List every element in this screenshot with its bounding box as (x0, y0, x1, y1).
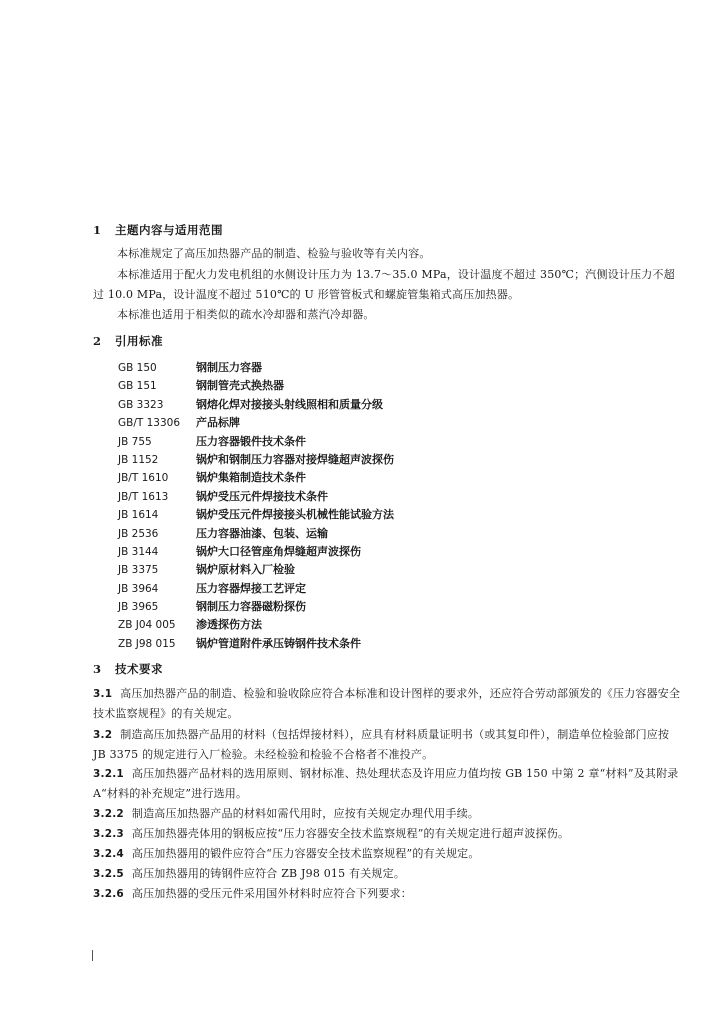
reference-code: GB 3323 (118, 398, 164, 411)
reference-code: GB 151 (118, 380, 157, 393)
reference-code: GB/T 13306 (118, 417, 181, 430)
clause-text: 高压加热器的受压元件采用国外材料时应符合下列要求： (131, 887, 412, 900)
reference-row (118, 469, 568, 487)
reference-code: JB/T 1613 (118, 490, 169, 503)
reference-title: 钢制压力容器 (196, 361, 262, 374)
reference-title: 渗透探伤方法 (196, 618, 262, 632)
reference-code: JB 3964 (118, 582, 159, 595)
reference-title: 锅炉管道附件承压铸钢件技术条件 (196, 636, 361, 650)
reference-row (118, 433, 568, 451)
clause-number: 3.2.2 (93, 808, 124, 820)
clause-text: 制造高压加热器产品用的材料（包括焊接材料），应具有材料质量证明书（或其复印件），制造单位检验部门应按 JB 3375 的规定进行入厂检验。未经检验和检验不合格者不准投产。 (93, 728, 670, 761)
margin-mark (92, 950, 93, 961)
clause-3-2-4 (93, 844, 683, 864)
reference-row (118, 561, 568, 579)
reference-row (118, 525, 568, 543)
reference-code: JB 755 (118, 435, 152, 448)
clause-number: 3.2.1 (93, 768, 124, 780)
reference-row (118, 543, 568, 561)
reference-row (118, 377, 568, 395)
section-2-number: 2 (93, 334, 102, 348)
reference-code: JB 2536 (118, 527, 159, 540)
reference-title: 压力容器锻件技术条件 (196, 434, 306, 448)
reference-title: 压力容器焊接工艺评定 (196, 581, 306, 595)
reference-title: 锅炉受压元件焊接接头机械性能试验方法 (196, 508, 394, 522)
reference-row (118, 598, 568, 616)
reference-row (118, 414, 568, 432)
clause-text: 高压加热器产品的制造、检验和验收除应符合本标准和设计图样的要求外，还应符合劳动部颁发的《压力容器安全技术监察规程》的有关规定。 (93, 687, 681, 720)
reference-row (118, 616, 568, 634)
clause-number: 3.2.5 (93, 868, 124, 880)
reference-code: JB 1614 (118, 509, 159, 522)
section-2-title: 引用标准 (115, 334, 163, 348)
clause-text: 制造高压加热器产品的材料如需代用时，应按有关规定办理代用手续。 (131, 807, 480, 820)
reference-code: ZB J98 015 (118, 637, 176, 650)
section-1-number: 1 (93, 223, 102, 237)
clause-text: 高压加热器产品材料的选用原则、钢材标准、热处理状态及许用应力值均按 GB 150 中第 2 章“材料”及其附录 A“材料的补充规定”进行选用。 (93, 767, 679, 800)
reference-code: JB 1152 (118, 453, 159, 466)
reference-code: JB 3965 (118, 601, 159, 614)
clause-3-2-6 (93, 884, 683, 904)
clause-3-2-1 (93, 764, 683, 804)
clause-3-1 (93, 684, 683, 724)
clause-3-2 (93, 725, 683, 765)
clause-text: 高压加热器用的锻件应符合“压力容器安全技术监察规程”的有关规定。 (131, 847, 480, 860)
reference-row (118, 359, 568, 377)
reference-title: 锅炉和钢制压力容器对接焊缝超声波探伤 (196, 452, 394, 466)
reference-title: 钢制管壳式换热器 (196, 379, 284, 393)
reference-title: 压力容器油漆、包装、运输 (196, 526, 328, 540)
reference-row (118, 580, 568, 598)
clause-number: 3.2.3 (93, 828, 124, 840)
reference-code: JB 3375 (118, 564, 159, 577)
section-3-heading (93, 661, 163, 677)
clause-number: 3.2.6 (93, 888, 124, 900)
reference-code: JB 3144 (118, 545, 159, 558)
clause-number: 3.1 (93, 688, 113, 700)
reference-title: 锅炉受压元件焊接技术条件 (196, 489, 328, 503)
reference-row (118, 488, 568, 506)
reference-title: 锅炉集箱制造技术条件 (196, 471, 306, 485)
reference-title: 钢熔化焊对接接头射线照相和质量分级 (196, 397, 383, 411)
reference-row (118, 451, 568, 469)
section-3-title: 技术要求 (115, 662, 163, 676)
clause-3-2-2 (93, 804, 683, 824)
clause-3-2-3 (93, 824, 683, 844)
clause-text: 高压加热器用的铸钢件应符合 ZB J98 015 有关规定。 (131, 867, 406, 880)
reference-title: 锅炉原材料入厂检验 (196, 563, 295, 577)
section-1-paragraph-3: 本标准也适用于相类似的疏水冷却器和蒸汽冷却器。 (117, 308, 375, 321)
reference-code: GB 150 (118, 362, 157, 374)
section-1-title: 主题内容与适用范围 (115, 223, 223, 237)
reference-code: ZB J04 005 (118, 619, 176, 632)
section-1-heading (93, 222, 223, 238)
reference-title: 锅炉大口径管座角焊缝超声波探伤 (196, 544, 361, 558)
reference-row (118, 506, 568, 524)
section-3-number: 3 (93, 662, 102, 676)
reference-row (118, 396, 568, 414)
clause-text: 高压加热器壳体用的钢板应按“压力容器安全技术监察规程”的有关规定进行超声波探伤。 (131, 827, 570, 840)
clause-3-2-5 (93, 864, 683, 884)
reference-row (118, 635, 568, 653)
clause-number: 3.2 (93, 729, 113, 741)
referenced-standards-list (118, 359, 568, 653)
reference-title: 钢制压力容器磁粉探伤 (196, 600, 306, 614)
section-2-heading (93, 333, 163, 349)
section-1-paragraph-2: 本标准适用于配火力发电机组的水侧设计压力为 13.7～35.0 MPa，设计温度不超过 350℃；汽侧设计压力不超过 10.0 MPa，设计温度不超过 510℃的 U 形管管板式和螺旋管集箱式高压加热器。 (93, 268, 675, 301)
clause-number: 3.2.4 (93, 848, 124, 860)
reference-title: 产品标牌 (196, 416, 240, 430)
reference-code: JB/T 1610 (118, 472, 169, 485)
section-1-paragraph-1: 本标准规定了高压加热器产品的制造、检验与验收等有关内容。 (117, 247, 431, 260)
